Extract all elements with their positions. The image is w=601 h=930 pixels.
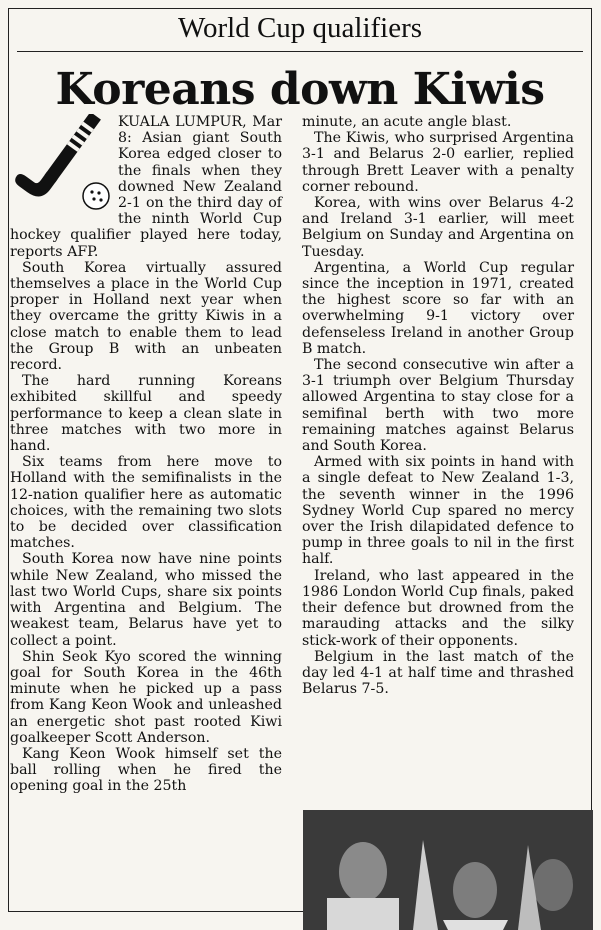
hockey-stick-icon: [10, 114, 112, 212]
paragraph: Argentina, a World Cup regular since the inception in 1971, created the highest score so far with an overwhelming 9-1 victory over defenseless Ireland in another Group B match.: [302, 259, 574, 357]
kicker-rule: [17, 51, 583, 52]
paragraph: Korea, with wins over Belarus 4-2 and Ireland 3-1 earlier, will meet Belgium on Sunday and Argentina on Tuesday.: [302, 195, 574, 260]
article-kicker: World Cup qualifiers: [177, 12, 423, 44]
paragraph: Ireland, who last appeared in the 1986 London World Cup finals, paked their defence but drowned from the marauding attacks and the silky stick-work of their opponents.: [302, 567, 574, 649]
right-column: [302, 114, 574, 697]
left-column: [10, 114, 282, 894]
paragraph: The Kiwis, who surprised Argentina 3-1 and Belarus 2-0 earlier, replied through Brett Leaver with a penalty corner rebound.: [302, 130, 574, 195]
paragraph: Shin Seok Kyo scored the winning goal for South Korea in the 46th minute when he picked up a pass from Kang Keon Wook and unleashed an energetic shot past rooted Kiwi goalkeeper Scott Anderson.: [10, 648, 282, 746]
paragraph: Belgium in the last match of the day led 4-1 at half time and thrashed Belarus 7-5.: [302, 648, 574, 698]
paragraph: The hard running Koreans exhibited skillful and speedy performance to keep a clean slate in three matches with two more in hand.: [10, 373, 282, 455]
article-headline: Koreans down Kiwis: [55, 64, 545, 115]
paragraph: minute, an acute angle blast.: [302, 114, 512, 130]
paragraph: Kang Keon Wook himself set the ball rolling when he fired the opening goal in the 25th: [10, 745, 282, 795]
photo-image: [303, 810, 593, 930]
paragraph: South Korea virtually assured themselves a place in the World Cup proper in Holland next year when they overcame the gritty Kiwis in a close match to enable them to lead the Group B with an unbeaten record.: [10, 259, 282, 374]
paragraph: The second consecutive win after a 3-1 triumph over Belgium Thursday allowed Argentina to stay close for a semifinal berth with two more remaining matches against Belarus and South Korea.: [302, 357, 574, 455]
paragraph: KUALA LUMPUR, Mar 8: Asian giant South Korea edged closer to the finals when they downed New Zealand 2-1 on the third day of the ninth World Cup hockey qualifier played here today, reports AFP.: [10, 114, 282, 260]
paragraph: Six teams from here move to Holland with the semifinalists in the 12-nation qualifier here as automatic choices, with the remaining two slots to be decided over classification matches.: [10, 454, 282, 552]
paragraph: South Korea now have nine points while New Zealand, who missed the last two World Cups, share six points with Argentina and Belgium. The weakest team, Belarus have yet to collect a point.: [10, 551, 282, 649]
paragraph: Armed with six points in hand with a single defeat to New Zealand 1-3, the seventh winner in the 1996 Sydney World Cup spared no mercy over the Irish dilapidated defence to pump in three goals to nil in the first half.: [302, 454, 574, 568]
team-photo: [303, 810, 593, 930]
